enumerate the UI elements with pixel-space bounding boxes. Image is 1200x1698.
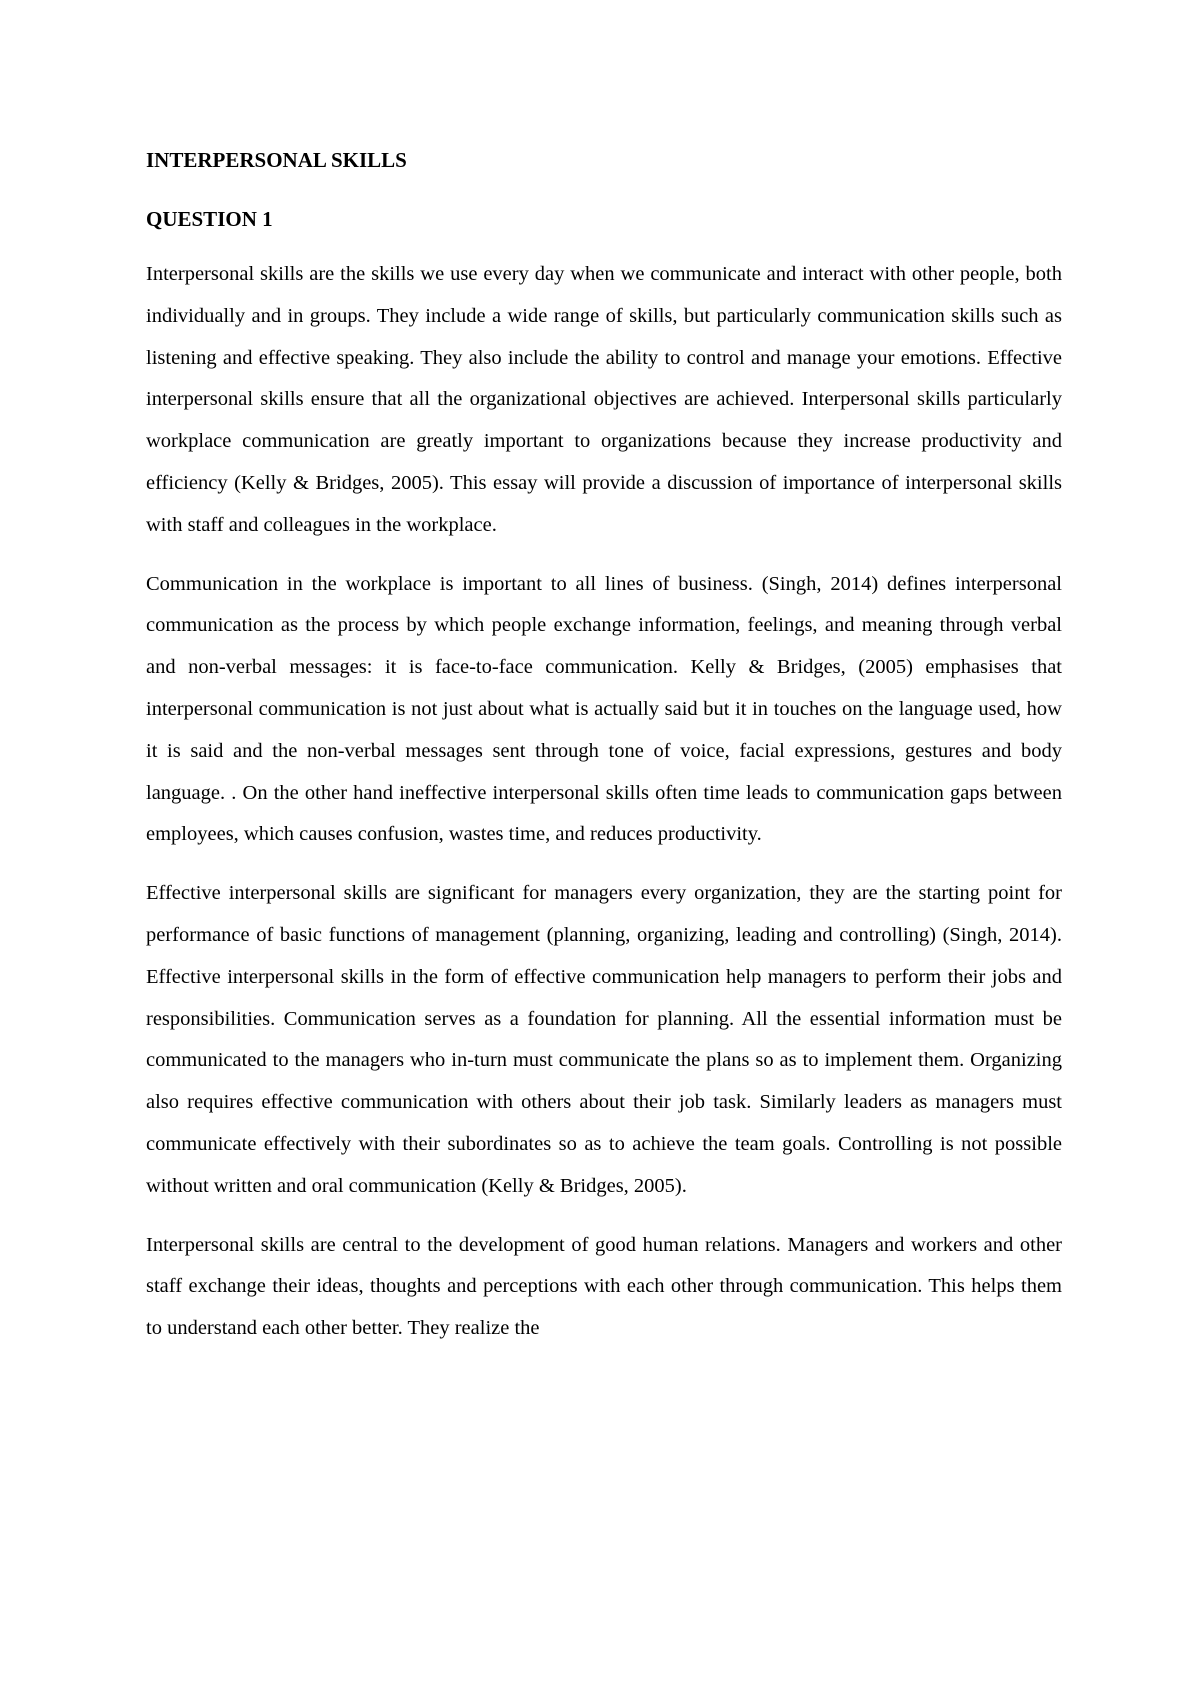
paragraph-4: Interpersonal skills are central to the development of good human relations. Managers and workers and other staff exchange their ideas, thoughts and perceptions with each other through communication. This helps them to understand each other better. They realize the [146, 1233, 1062, 1340]
paragraph-2: Communication in the workplace is important to all lines of business. (Singh, 2014) defines interpersonal communication as the process by which people exchange information, feelings, and meaning through verbal and non-verbal messages: it is face-to-face communication. Kelly & Bridges, (2005) emphasises that interpersonal communication is not just about what is actually said but it in touches on the language used, how it is said and the non-verbal messages sent through tone of voice, facial expressions, gestures and body language. . On the other hand ineffective interpersonal skills often time leads to communication gaps between employees, which causes confusion, wastes time, and reduces productivity. [146, 572, 1062, 846]
paragraph-1: Interpersonal skills are the skills we use every day when we communicate and interact with other people, both individually and in groups. They include a wide range of skills, but particularly communication skills such as listening and effective speaking. They also include the ability to control and manage your emotions. Effective interpersonal skills ensure that all the organizational objectives are achieved. Interpersonal skills particularly workplace communication are greatly important to organizations because they increase productivity and efficiency (Kelly & Bridges, 2005). This essay will provide a discussion of importance of interpersonal skills with staff and colleagues in the workplace. [146, 263, 1062, 536]
document-title: INTERPERSONAL SKILLS [146, 148, 407, 172]
question-heading: QUESTION 1 [146, 207, 273, 231]
document-body [146, 143, 1062, 1367]
paragraph-3: Effective interpersonal skills are significant for managers every organization, they are the starting point for performance of basic functions of management (planning, organizing, leading and controlling) (Singh, 2014). Effective interpersonal skills in the form of effective communication help managers to perform their jobs and responsibilities. Communication serves as a foundation for planning. All the essential information must be communicated to the managers who in-turn must communicate the plans so as to implement them. Organizing also requires effective communication with others about their job task. Similarly leaders as managers must communicate effectively with their subordinates so as to achieve the team goals. Controlling is not possible without written and oral communication (Kelly & Bridges, 2005). [146, 882, 1062, 1197]
